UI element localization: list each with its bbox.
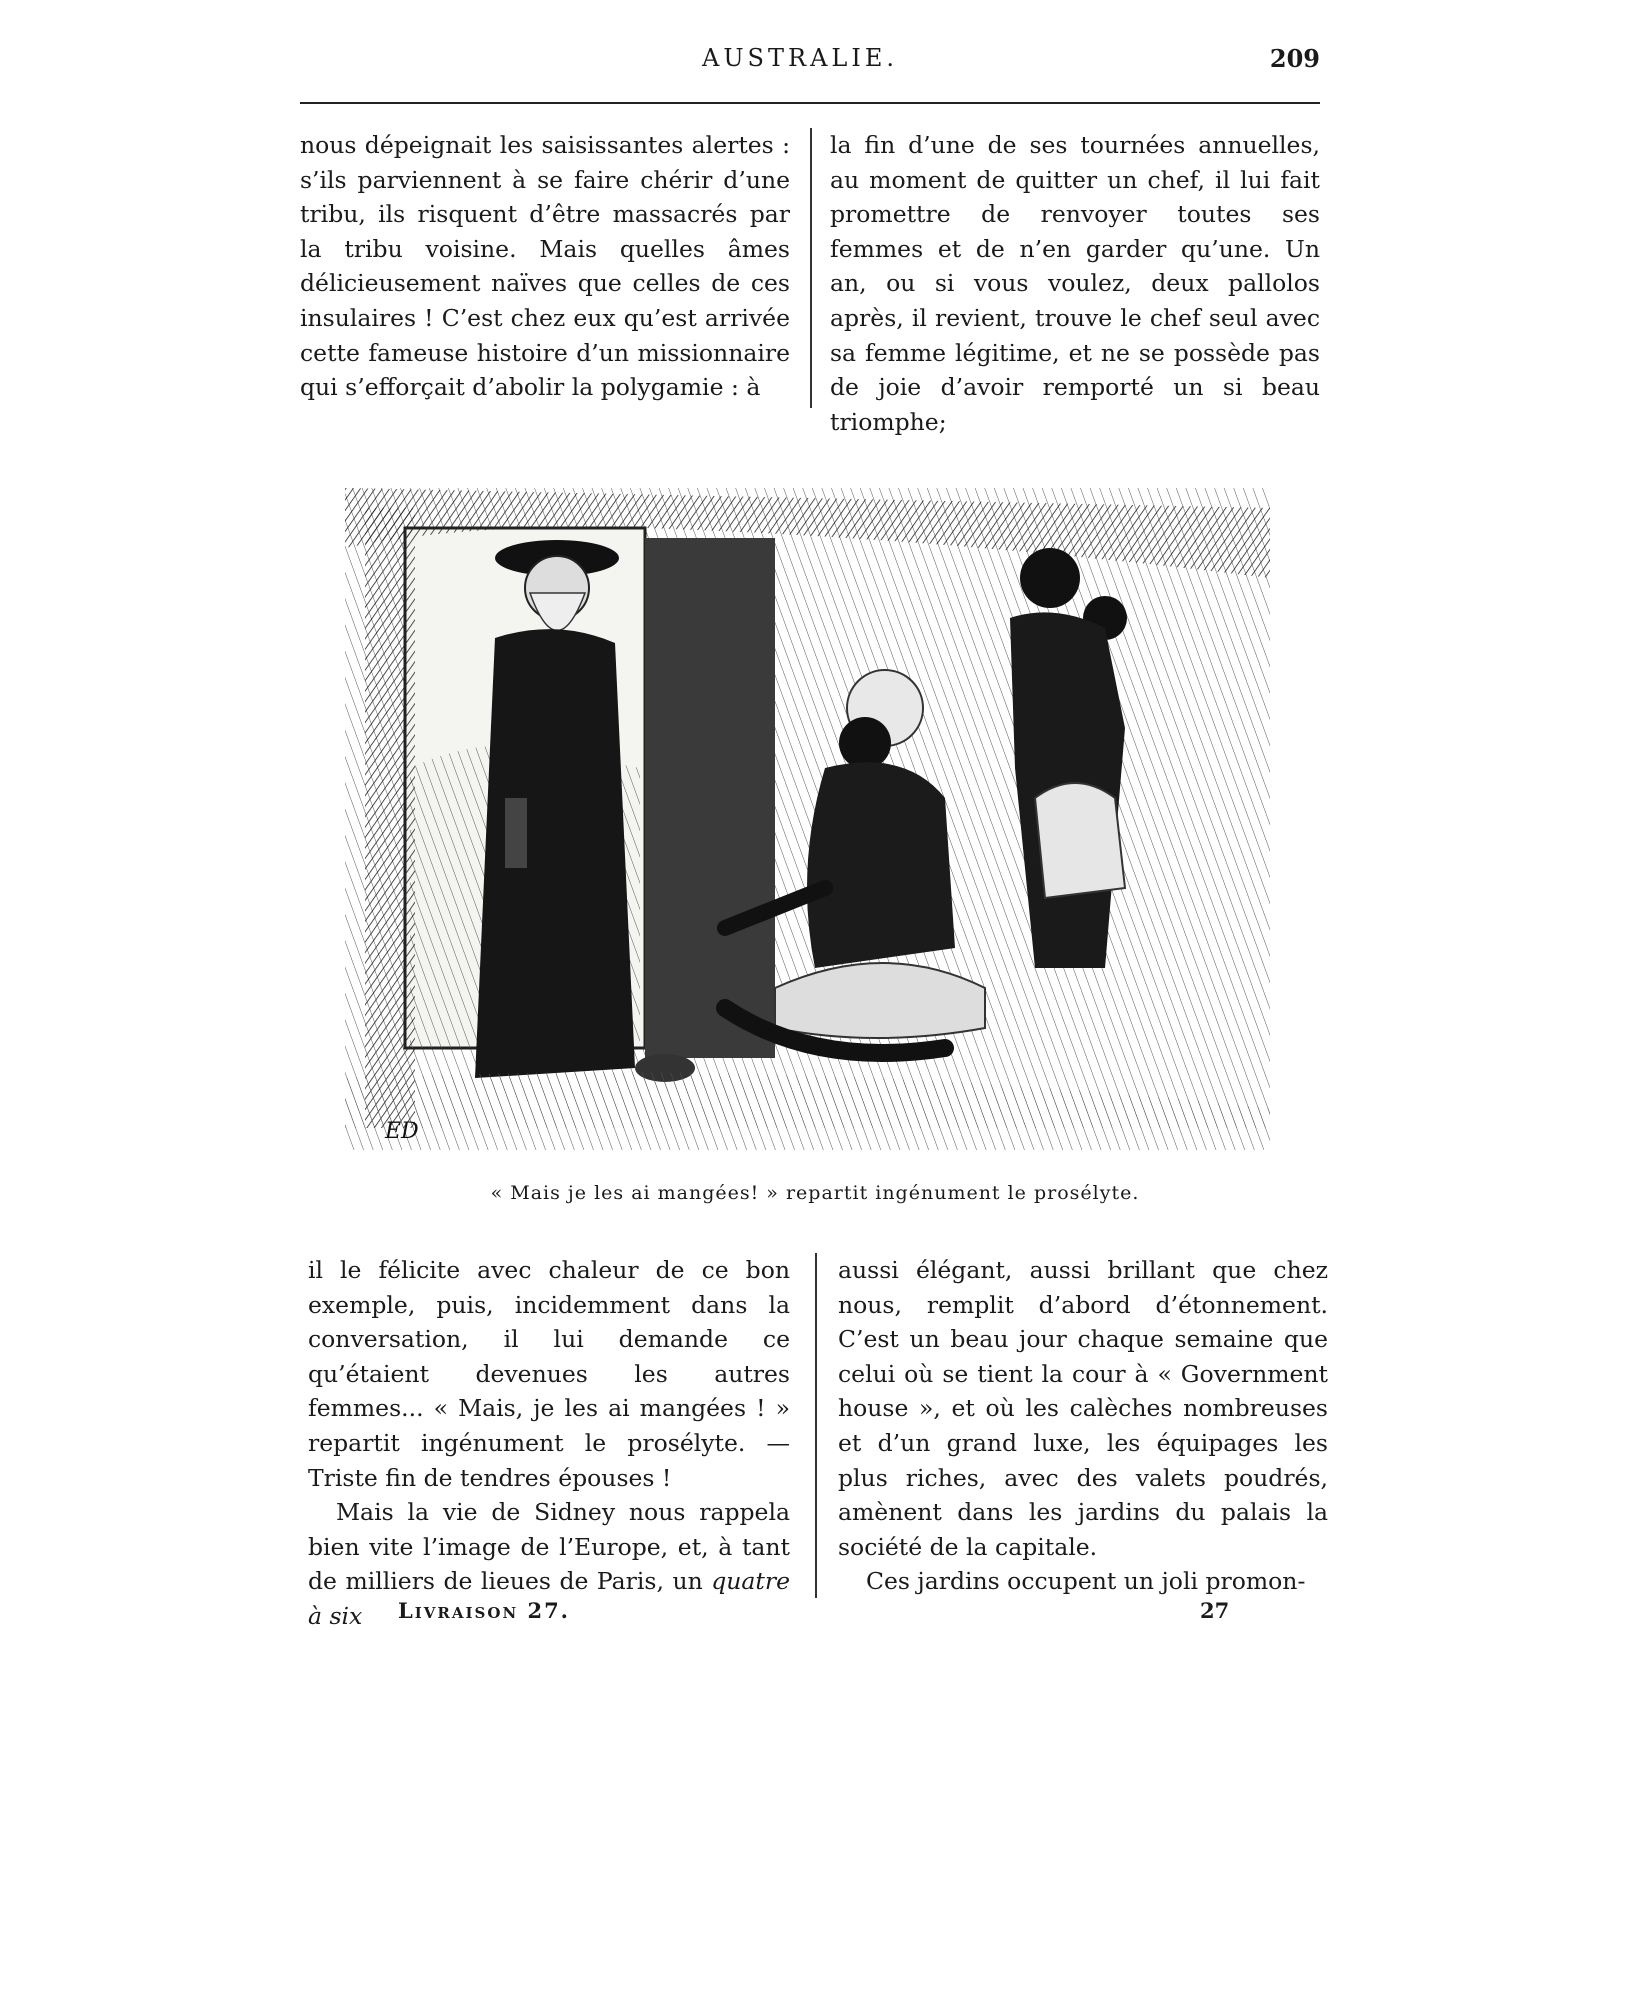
bottom-right-column: [838, 1253, 1328, 1599]
bottom-left-column: [308, 1253, 790, 1634]
sheet-number: 27: [1200, 1598, 1230, 1623]
printer-signature: Livraison 27.: [398, 1598, 570, 1623]
paragraph: aussi élégant, aussi brillant que chez nous, remplit d’abord d’étonnement. C’est un beau jour chaque semaine que celui où se tient la cour à « Government house », et où les calèches nombreuses et d’un grand luxe, les équipages les plus riches, avec des valets poudrés, amènent dans les jardins du palais la société de la capitale.: [838, 1256, 1328, 1561]
engraving-illustration: [345, 468, 1270, 1150]
paragraph: nous dépeignait les saisissantes alertes : s’ils parviennent à se faire chérir d’une tribu, ils risquent d’être massacrés par la tribu voisine. Mais quelles âmes délicieusement naïves que celles de ces insulaires ! C’est chez eux qu’est arrivée cette fameuse histoire d’un missionnaire qui s’efforçait d’abolir la polygamie : à: [300, 131, 790, 402]
door-post: [365, 508, 415, 1128]
page-number: 209: [1269, 44, 1320, 73]
running-head: [300, 44, 1320, 80]
italic-phrase: quatre à six: [308, 1567, 790, 1630]
top-right-column: [830, 128, 1320, 439]
running-title: AUSTRALIE.: [702, 44, 898, 72]
paragraph: Ces jardins occupent un joli promon-: [866, 1567, 1306, 1596]
header-rule: [300, 102, 1320, 104]
illustration-caption: « Mais je les ai mangées! » repartit ingénument le prosélyte.: [490, 1182, 1140, 1204]
column-divider: [810, 128, 812, 408]
artist-signature: ED: [385, 1119, 419, 1144]
paragraph: la fin d’une de ses tournées annuelles, au moment de quitter un chef, il lui fait promettre de renvoyer toutes ses femmes et de n’en garder qu’une. Un an, ou si vous voulez, deux pallolos après, il revient, trouve le chef seul avec sa femme légitime, et ne se possède pas de joie d’avoir remporté un si beau triomphe;: [830, 131, 1320, 436]
paragraph: il le félicite avec chaleur de ce bon exemple, puis, incidemment dans la conversation, il lui demande ce qu’étaient devenues les autres femmes... « Mais, je les ai mangées ! » repartit ingénument le prosélyte. — Triste fin de tendres épouses !: [308, 1256, 790, 1492]
interior-wall: [645, 538, 775, 1058]
top-left-column: [300, 128, 790, 405]
paragraph-text: Mais la vie de Sidney nous rappela bien vite l’image de l’Europe, et, à tant de milliers de lieues de Paris, un: [308, 1498, 790, 1596]
column-divider: [815, 1253, 817, 1598]
